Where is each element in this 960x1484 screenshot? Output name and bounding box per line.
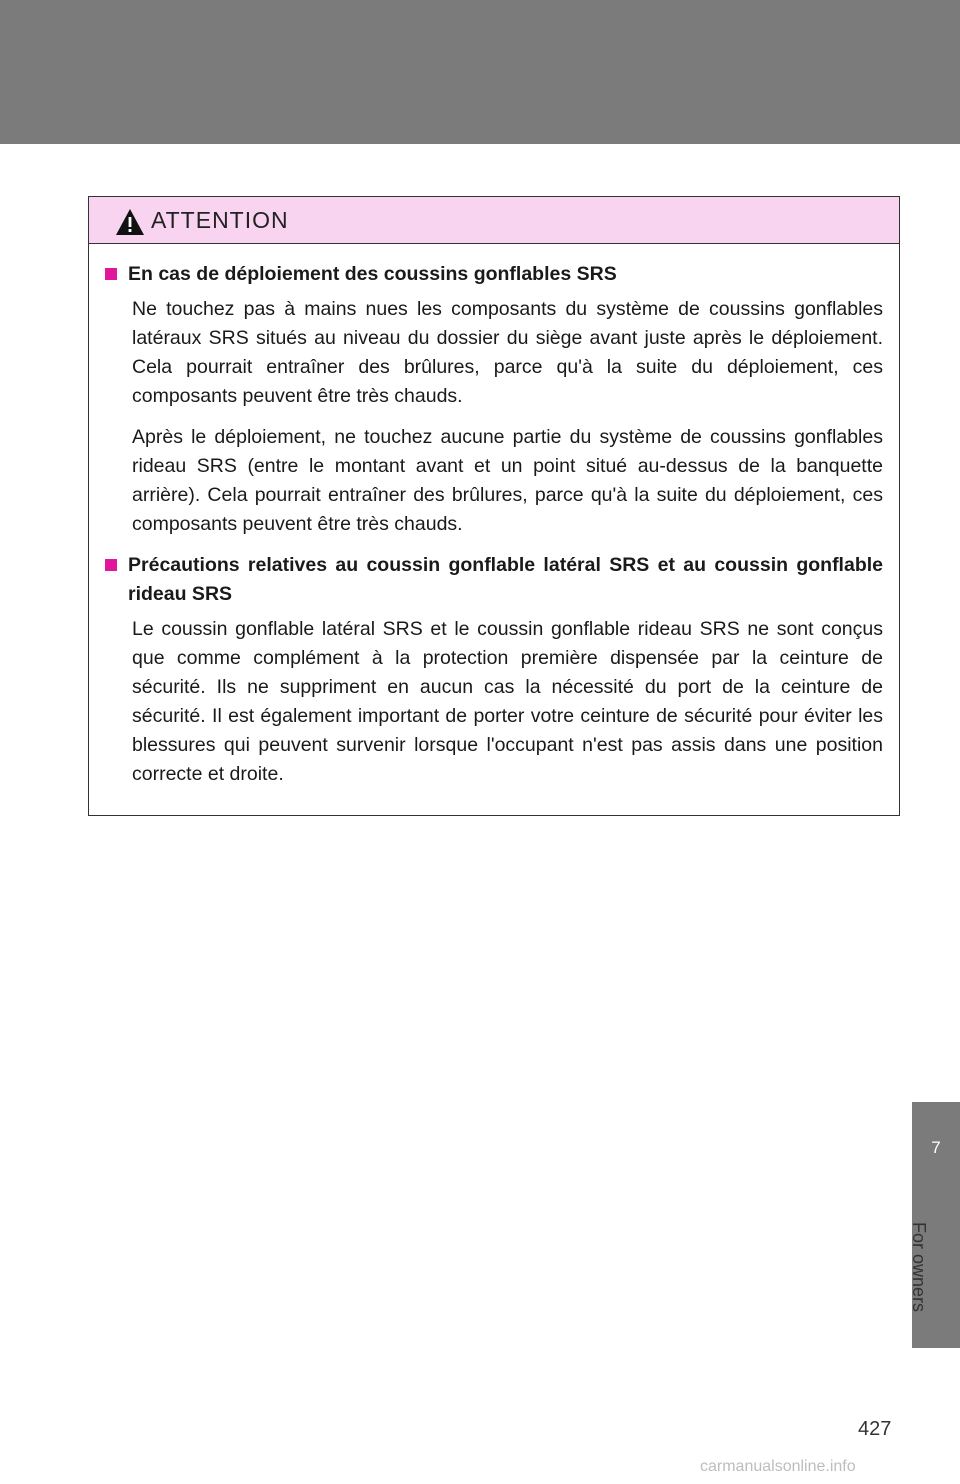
square-bullet-icon xyxy=(105,559,117,571)
section-heading-text: Précautions relatives au coussin gonflable latéral SRS et au coussin gonflable rideau SRS xyxy=(128,554,883,605)
caution-body xyxy=(89,244,899,789)
watermark: carmanualsonline.info xyxy=(700,1458,856,1475)
page-number: 427 xyxy=(858,1418,892,1440)
paragraph: Après le déploiement, ne touchez aucune partie du système de coussins gonflables rideau SRS (entre le montant avant et un point situé au-dessus de la banquette arrière). Cela pourrait entraîner des brûlures, parce qu'à la suite du déploiement, ces composants peuvent être très chauds. xyxy=(132,426,883,535)
caution-title: ATTENTION xyxy=(151,206,289,233)
chapter-label: For owners xyxy=(909,1222,929,1313)
paragraph: Le coussin gonflable latéral SRS et le coussin gonflable rideau SRS ne sont conçus que comme complément à la protection première dispensée par la ceinture de sécurité. Ils ne suppriment en aucun cas la nécessité du port de la ceinture de sécurité. Il est également important de porter votre ceinture de sécurité pour éviter les blessures qui peuvent survenir lorsque l'occupant n'est pas assis dans une position correcte et droite. xyxy=(132,618,883,785)
section-heading xyxy=(105,551,883,609)
square-bullet-icon xyxy=(105,268,117,280)
chapter-number: 7 xyxy=(931,1138,941,1157)
section-heading-text: En cas de déploiement des coussins gonflables SRS xyxy=(128,263,617,285)
paragraph: Ne touchez pas à mains nues les composants du système de coussins gonflables latéraux SRS situés au niveau du dossier du siège avant juste après le déploiement. Cela pourrait entraîner des brûlures, parce qu'à la suite du déploiement, ces composants peuvent être très chauds. xyxy=(132,298,883,407)
warning-triangle-icon xyxy=(115,208,145,236)
caution-box xyxy=(88,196,900,816)
section-heading xyxy=(105,260,883,289)
caution-header xyxy=(89,197,899,244)
top-header-band xyxy=(0,0,960,144)
